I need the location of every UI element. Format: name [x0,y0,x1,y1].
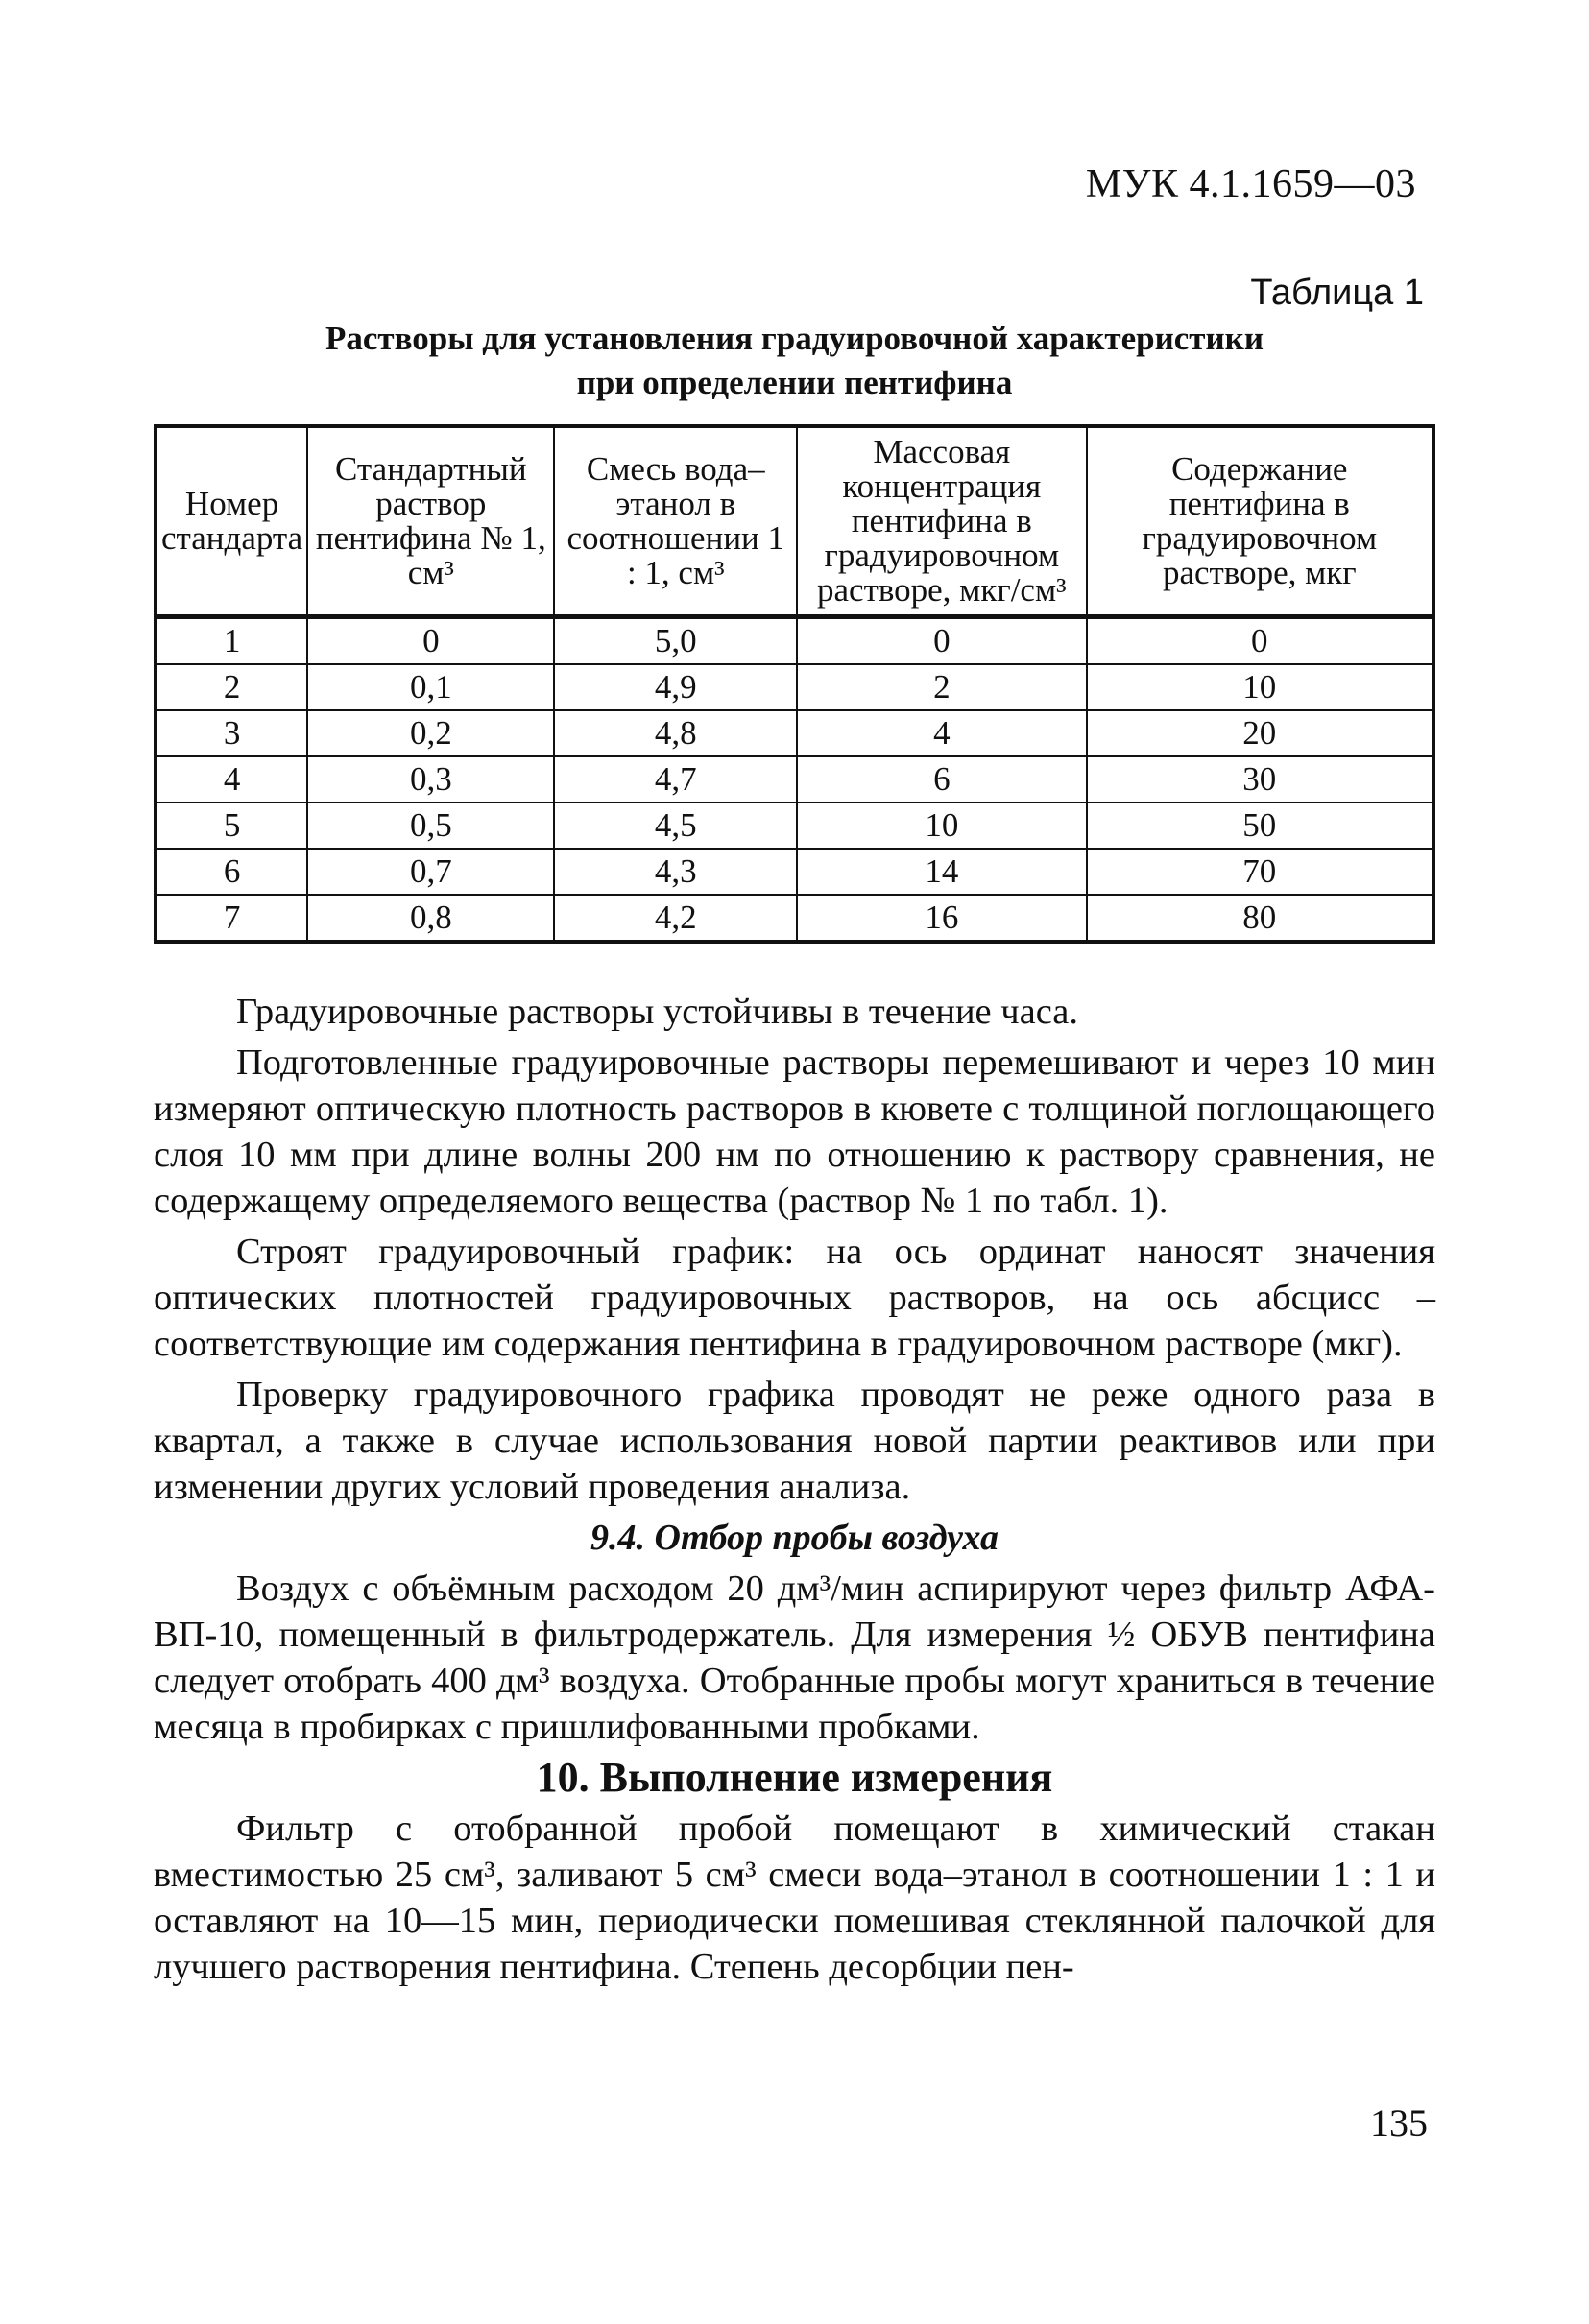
table-cell: 10 [797,803,1087,849]
table-row [156,895,1433,942]
table-cell: 0,3 [307,756,554,803]
table-row [156,756,1433,803]
table-cell: 4,2 [554,895,797,942]
document-code: МУК 4.1.1659—03 [1085,162,1416,206]
table-cell: 30 [1087,756,1433,803]
table-cell: 0,2 [307,710,554,756]
column-header: Содержание пентифина в градуировочном растворе, мкг [1087,426,1433,617]
column-header: Стандартный раствор пентифина № 1, см³ [307,426,554,617]
table-cell: 4 [797,710,1087,756]
body-text [154,989,1435,1995]
table-cell: 5 [156,803,307,849]
table-cell: 6 [156,849,307,895]
table-row [156,617,1433,665]
table-label: Таблица 1 [1250,273,1424,313]
column-header: Номер стандарта [156,426,307,617]
paragraph: Градуировочные растворы устойчивы в течение часа. [236,992,1078,1032]
column-header: Массовая концентрация пентифина в градуировочном растворе, мкг/см³ [797,426,1087,617]
table-title-line-2: при определении пентифина [576,364,1013,401]
paragraph: Подготовленные градуировочные растворы перемешивают и через 10 мин измеряют оптическую плотность растворов в кювете с толщиной поглощающего слоя 10 мм при длине волны 200 нм по отношению к раствору сравнения, не содержащему определяемого вещества (раствор № 1 по табл. 1). [154,1042,1435,1221]
table-cell: 0 [1087,617,1433,665]
table-cell: 0,8 [307,895,554,942]
table-cell: 3 [156,710,307,756]
table-header-row [156,426,1433,617]
table-cell: 70 [1087,849,1433,895]
table-cell: 7 [156,895,307,942]
table-row [156,664,1433,710]
page-number: 135 [1370,2101,1428,2144]
table-cell: 0,5 [307,803,554,849]
subsection-title: 9.4. Отбор пробы воздуха [590,1518,999,1558]
table-cell: 10 [1087,664,1433,710]
column-header: Смесь вода–этанол в соотношении 1 : 1, см³ [554,426,797,617]
table-cell: 50 [1087,803,1433,849]
table-cell: 2 [797,664,1087,710]
table-cell: 20 [1087,710,1433,756]
table-cell: 0,7 [307,849,554,895]
table-cell: 14 [797,849,1087,895]
paragraph: Фильтр с отобранной пробой помещают в химический стакан вместимостью 25 см³, заливают 5 см³ смеси вода–этанол в соотношении 1 : 1 и оставляют на 10—15 мин, периодически помешивая стеклянной палочкой для лучшего растворения пентифина. Степень десорбции пен- [154,1809,1435,1987]
table-cell: 0,1 [307,664,554,710]
table-cell: 80 [1087,895,1433,942]
paragraph: Воздух с объёмным расходом 20 дм³/мин аспирируют через фильтр АФА-ВП-10, помещенный в фильтродержатель. Для измерения ½ ОБУВ пентифина следует отобрать 400 дм³ воздуха. Отобранные пробы могут храниться в течение месяца в пробирках с пришлифованными пробками. [154,1569,1435,1747]
table-row [156,849,1433,895]
table-cell: 2 [156,664,307,710]
table-cell: 4,3 [554,849,797,895]
table-cell: 0 [797,617,1087,665]
paragraph: Строят градуировочный график: на ось ординат наносят значения оптических плотностей градуировочных растворов, на ось абсцисс – соответствующие им содержания пентифина в градуировочном растворе (мкг). [154,1232,1435,1364]
table-cell: 1 [156,617,307,665]
table-cell: 4,9 [554,664,797,710]
table-cell: 6 [797,756,1087,803]
table-title [154,317,1435,405]
table-cell: 16 [797,895,1087,942]
table-cell: 4,5 [554,803,797,849]
section-title: 10. Выполнение измерения [536,1754,1053,1801]
calibration-table [154,424,1435,944]
table-row [156,803,1433,849]
paragraph: Проверку градуировочного графика проводят не реже одного раза в квартал, а также в случае использования новой партии реактивов или при изменении других условий проведения анализа. [154,1375,1435,1507]
table-cell: 4,7 [554,756,797,803]
table-cell: 4 [156,756,307,803]
table-cell: 5,0 [554,617,797,665]
table-row [156,710,1433,756]
table-title-line-1: Растворы для установления градуировочной характеристики [325,320,1264,357]
table-cell: 4,8 [554,710,797,756]
table-cell: 0 [307,617,554,665]
